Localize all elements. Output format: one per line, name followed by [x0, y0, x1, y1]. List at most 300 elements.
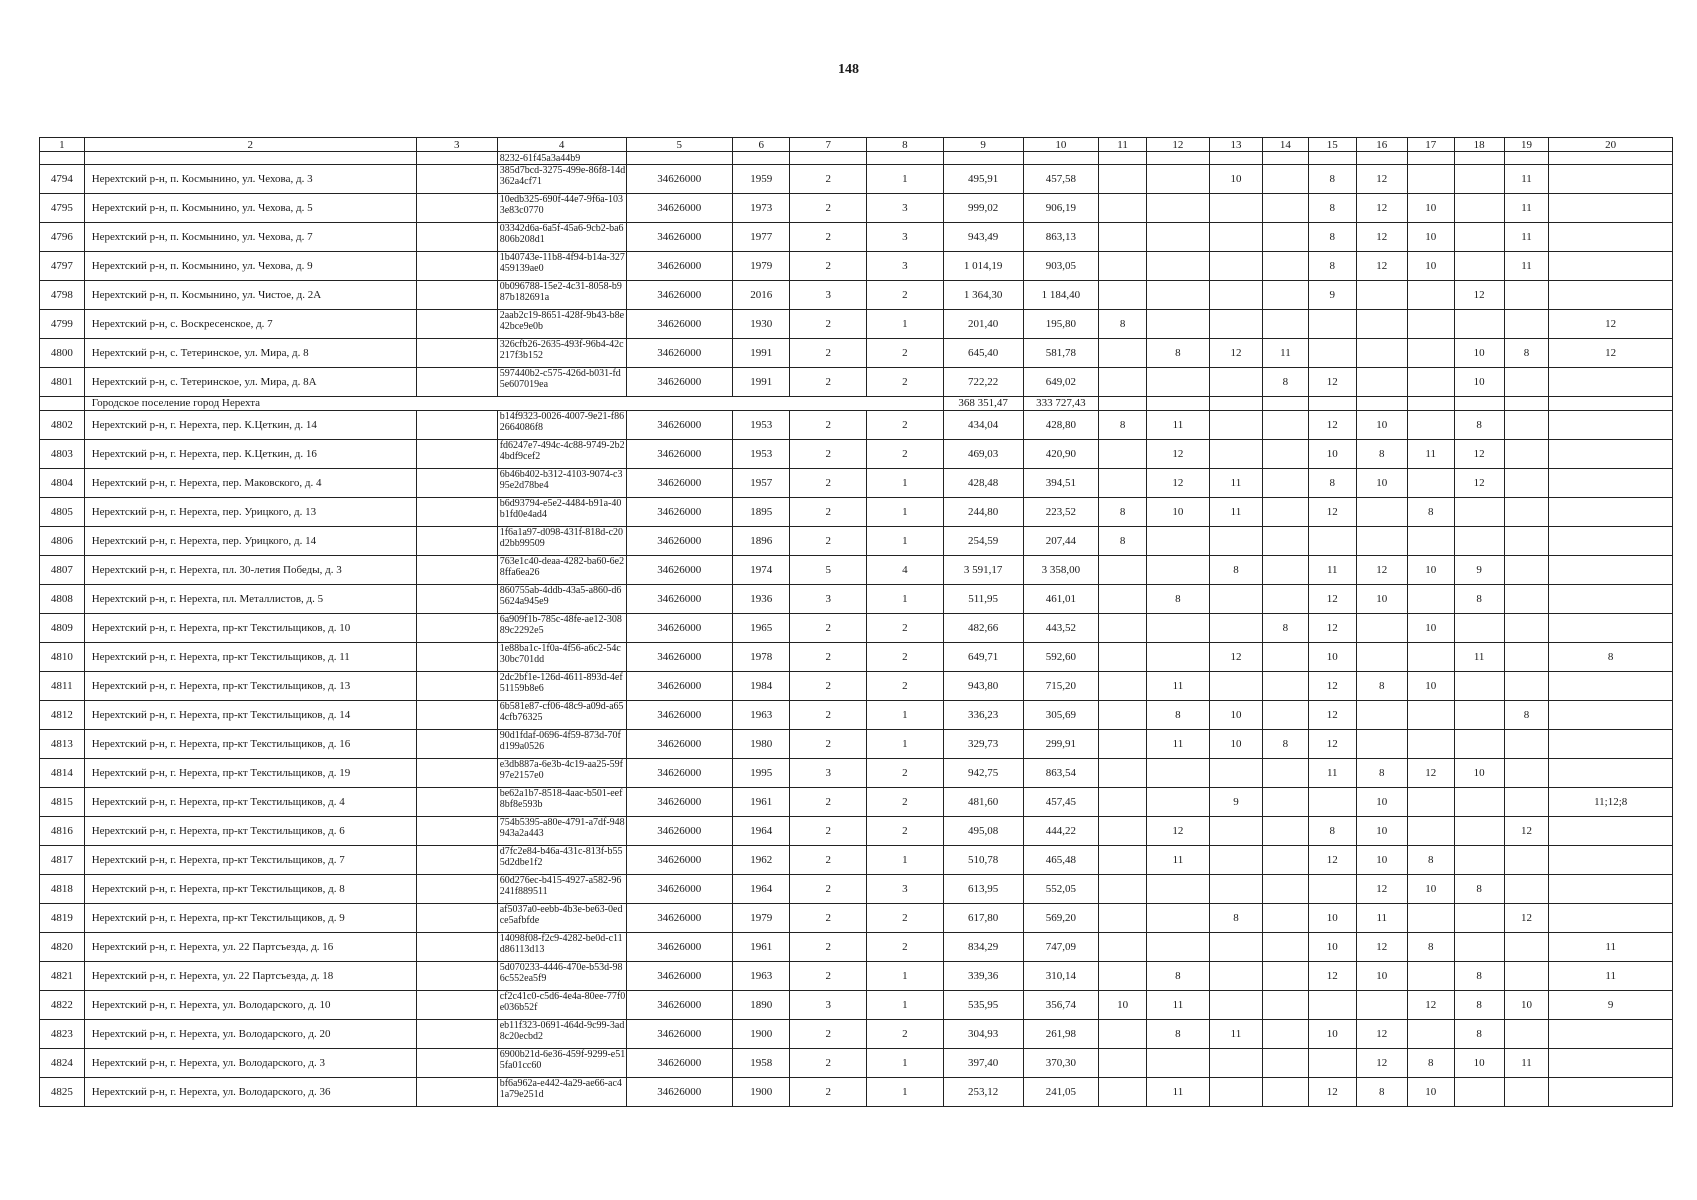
col-15: 12 [1308, 411, 1356, 440]
col-18 [1454, 730, 1504, 759]
house-guid: 763e1c40-deaa-4282-ba60-6e28ffa6ea26 [497, 556, 626, 585]
col-11 [1099, 165, 1147, 194]
col-19 [1504, 498, 1549, 527]
table-row [40, 368, 1673, 397]
group-total-area: 368 351,47 [943, 397, 1023, 411]
record-number: 4820 [40, 933, 85, 962]
col-17: 12 [1407, 991, 1454, 1020]
floors: 2 [790, 310, 867, 339]
build-year: 1974 [732, 556, 789, 585]
record-number: 4808 [40, 585, 85, 614]
col-18 [1454, 701, 1504, 730]
col-11 [1099, 759, 1147, 788]
house-guid: 385d7bcd-3275-499e-86f8-14d362a4cf71 [497, 165, 626, 194]
col-15: 8 [1308, 817, 1356, 846]
col-16: 12 [1356, 933, 1407, 962]
col-14 [1263, 875, 1309, 904]
col-13: 11 [1209, 469, 1262, 498]
entrances: 1 [867, 310, 944, 339]
record-number: 4815 [40, 788, 85, 817]
col-18 [1454, 614, 1504, 643]
col-11 [1099, 223, 1147, 252]
col-13 [1209, 991, 1262, 1020]
entrances: 1 [867, 701, 944, 730]
oktmo-code: 34626000 [626, 1049, 732, 1078]
record-number: 4812 [40, 701, 85, 730]
column-number-17: 17 [1407, 138, 1454, 152]
col-18: 8 [1454, 962, 1504, 991]
column-number-9: 9 [943, 138, 1023, 152]
col-14 [1263, 1078, 1309, 1107]
col-20 [1549, 1049, 1673, 1078]
col-12: 12 [1147, 469, 1210, 498]
entrances: 2 [867, 817, 944, 846]
build-year: 1900 [732, 1078, 789, 1107]
col-20 [1549, 585, 1673, 614]
empty-cell [416, 411, 497, 440]
empty-cell [1356, 397, 1407, 411]
build-year: 1958 [732, 1049, 789, 1078]
col-16: 8 [1356, 440, 1407, 469]
oktmo-code: 34626000 [626, 672, 732, 701]
col-11 [1099, 643, 1147, 672]
table-row [40, 469, 1673, 498]
house-guid: 2dc2bf1e-126d-4611-893d-4ef51159b8e6 [497, 672, 626, 701]
empty-cell [732, 152, 789, 165]
table-row [40, 788, 1673, 817]
house-guid: 1e88ba1c-1f0a-4f56-a6c2-54c30bc701dd [497, 643, 626, 672]
empty-cell [1147, 397, 1210, 411]
column-number-19: 19 [1504, 138, 1549, 152]
build-year: 1979 [732, 252, 789, 281]
floors: 2 [790, 730, 867, 759]
table-row [40, 846, 1673, 875]
oktmo-code: 34626000 [626, 962, 732, 991]
floors: 2 [790, 411, 867, 440]
col-13 [1209, 817, 1262, 846]
col-20 [1549, 730, 1673, 759]
col-12: 11 [1147, 1078, 1210, 1107]
col-12: 8 [1147, 585, 1210, 614]
table-row [40, 759, 1673, 788]
empty-cell [1454, 152, 1504, 165]
group-living-area: 333 727,43 [1023, 397, 1099, 411]
living-area: 592,60 [1023, 643, 1099, 672]
col-16: 10 [1356, 846, 1407, 875]
address: Нерехтский р-н, г. Нерехта, пр-кт Текстильщиков, д. 13 [84, 672, 416, 701]
empty-cell [416, 527, 497, 556]
col-12 [1147, 1049, 1210, 1078]
col-19: 11 [1504, 1049, 1549, 1078]
total-area: 481,60 [943, 788, 1023, 817]
address: Нерехтский р-н, п. Космынино, ул. Чехова, д. 3 [84, 165, 416, 194]
table-row [40, 962, 1673, 991]
col-17 [1407, 904, 1454, 933]
floors: 2 [790, 1049, 867, 1078]
house-guid: cf2c41c0-c5d6-4e4a-80ee-77f0e036b52f [497, 991, 626, 1020]
floors: 3 [790, 991, 867, 1020]
empty-cell [1023, 152, 1099, 165]
table-row [40, 1049, 1673, 1078]
col-14 [1263, 991, 1309, 1020]
empty-cell [416, 817, 497, 846]
total-area: 649,71 [943, 643, 1023, 672]
entrances: 2 [867, 614, 944, 643]
record-number: 4821 [40, 962, 85, 991]
total-area: 613,95 [943, 875, 1023, 904]
col-12: 11 [1147, 730, 1210, 759]
empty-cell [416, 1078, 497, 1107]
col-17 [1407, 411, 1454, 440]
house-guid: 5d070233-4446-470e-b53d-986c552ea5f9 [497, 962, 626, 991]
living-area: 863,13 [1023, 223, 1099, 252]
oktmo-code: 34626000 [626, 469, 732, 498]
col-20: 12 [1549, 310, 1673, 339]
col-18 [1454, 165, 1504, 194]
col-11 [1099, 846, 1147, 875]
record-number: 4799 [40, 310, 85, 339]
oktmo-code: 34626000 [626, 875, 732, 904]
col-16 [1356, 730, 1407, 759]
living-area: 443,52 [1023, 614, 1099, 643]
empty-cell [416, 846, 497, 875]
col-12 [1147, 310, 1210, 339]
record-number: 4825 [40, 1078, 85, 1107]
col-18: 11 [1454, 643, 1504, 672]
empty-cell [1209, 152, 1262, 165]
col-13 [1209, 194, 1262, 223]
col-14 [1263, 759, 1309, 788]
col-14 [1263, 310, 1309, 339]
table-row [40, 817, 1673, 846]
col-11 [1099, 1020, 1147, 1049]
table-row [40, 585, 1673, 614]
address: Нерехтский р-н, г. Нерехта, пр-кт Текстильщиков, д. 6 [84, 817, 416, 846]
column-number-18: 18 [1454, 138, 1504, 152]
col-18: 8 [1454, 875, 1504, 904]
empty-cell [626, 152, 732, 165]
col-14 [1263, 933, 1309, 962]
table-row [40, 440, 1673, 469]
col-15: 10 [1308, 904, 1356, 933]
total-area: 482,66 [943, 614, 1023, 643]
address: Нерехтский р-н, г. Нерехта, пер. К.Цеткин, д. 16 [84, 440, 416, 469]
floors: 2 [790, 672, 867, 701]
empty-cell [416, 933, 497, 962]
living-area: 581,78 [1023, 339, 1099, 368]
col-15: 10 [1308, 440, 1356, 469]
col-17: 10 [1407, 556, 1454, 585]
address: Нерехтский р-н, г. Нерехта, ул. Володарского, д. 36 [84, 1078, 416, 1107]
col-12 [1147, 643, 1210, 672]
column-number-11: 11 [1099, 138, 1147, 152]
col-14 [1263, 962, 1309, 991]
col-14 [1263, 411, 1309, 440]
living-area: 444,22 [1023, 817, 1099, 846]
entrances: 3 [867, 252, 944, 281]
build-year: 1953 [732, 411, 789, 440]
col-17 [1407, 310, 1454, 339]
col-12 [1147, 165, 1210, 194]
col-15: 12 [1308, 730, 1356, 759]
build-year: 1930 [732, 310, 789, 339]
total-area: 617,80 [943, 904, 1023, 933]
total-area: 254,59 [943, 527, 1023, 556]
floors: 2 [790, 339, 867, 368]
col-15 [1308, 875, 1356, 904]
col-12 [1147, 904, 1210, 933]
empty-cell [1504, 152, 1549, 165]
col-11 [1099, 614, 1147, 643]
total-area: 999,02 [943, 194, 1023, 223]
house-guid: eb11f323-0691-464d-9c99-3ad8c20ecbd2 [497, 1020, 626, 1049]
entrances: 2 [867, 440, 944, 469]
build-year: 1890 [732, 991, 789, 1020]
col-17 [1407, 339, 1454, 368]
col-15: 12 [1308, 585, 1356, 614]
col-17: 8 [1407, 933, 1454, 962]
empty-cell [416, 152, 497, 165]
col-15: 10 [1308, 643, 1356, 672]
col-15 [1308, 527, 1356, 556]
build-year: 1953 [732, 440, 789, 469]
living-area: 1 184,40 [1023, 281, 1099, 310]
col-19 [1504, 469, 1549, 498]
house-guid: b14f9323-0026-4007-9e21-f862664086f8 [497, 411, 626, 440]
build-year: 1961 [732, 788, 789, 817]
continuation-row [40, 152, 1673, 165]
col-19 [1504, 643, 1549, 672]
oktmo-code: 34626000 [626, 1020, 732, 1049]
col-20 [1549, 194, 1673, 223]
col-18: 8 [1454, 411, 1504, 440]
house-guid: 6b46b402-b312-4103-9074-c395e2d78be4 [497, 469, 626, 498]
address: Нерехтский р-н, с. Тетеринское, ул. Мира, д. 8А [84, 368, 416, 397]
col-11 [1099, 1049, 1147, 1078]
empty-cell [416, 1020, 497, 1049]
col-16 [1356, 281, 1407, 310]
col-19 [1504, 281, 1549, 310]
col-12 [1147, 194, 1210, 223]
floors: 2 [790, 252, 867, 281]
record-number: 4800 [40, 339, 85, 368]
table-row [40, 339, 1673, 368]
col-16 [1356, 527, 1407, 556]
col-13: 9 [1209, 788, 1262, 817]
col-16: 10 [1356, 585, 1407, 614]
col-18: 12 [1454, 281, 1504, 310]
col-15: 8 [1308, 252, 1356, 281]
record-number: 4804 [40, 469, 85, 498]
col-19: 11 [1504, 252, 1549, 281]
col-20 [1549, 1078, 1673, 1107]
address: Нерехтский р-н, г. Нерехта, пр-кт Текстильщиков, д. 16 [84, 730, 416, 759]
floors: 2 [790, 788, 867, 817]
col-16: 12 [1356, 1020, 1407, 1049]
oktmo-code: 34626000 [626, 904, 732, 933]
col-13 [1209, 614, 1262, 643]
total-area: 397,40 [943, 1049, 1023, 1078]
table-row [40, 991, 1673, 1020]
floors: 2 [790, 933, 867, 962]
col-11 [1099, 701, 1147, 730]
col-19 [1504, 788, 1549, 817]
col-13 [1209, 310, 1262, 339]
col-20: 11;12;8 [1549, 788, 1673, 817]
build-year: 1961 [732, 933, 789, 962]
col-11 [1099, 817, 1147, 846]
table-row [40, 556, 1673, 585]
entrances: 3 [867, 875, 944, 904]
col-18 [1454, 904, 1504, 933]
empty-cell [40, 397, 85, 411]
entrances: 2 [867, 339, 944, 368]
address: Нерехтский р-н, г. Нерехта, ул. 22 Партсъезда, д. 18 [84, 962, 416, 991]
col-14 [1263, 194, 1309, 223]
empty-cell [1209, 397, 1262, 411]
column-number-15: 15 [1308, 138, 1356, 152]
col-12: 12 [1147, 440, 1210, 469]
col-18 [1454, 933, 1504, 962]
col-11 [1099, 252, 1147, 281]
oktmo-code: 34626000 [626, 498, 732, 527]
empty-cell [943, 152, 1023, 165]
record-number: 4816 [40, 817, 85, 846]
col-15: 12 [1308, 498, 1356, 527]
entrances: 1 [867, 962, 944, 991]
floors: 2 [790, 469, 867, 498]
col-18: 12 [1454, 469, 1504, 498]
entrances: 1 [867, 469, 944, 498]
oktmo-code: 34626000 [626, 556, 732, 585]
living-area: 457,58 [1023, 165, 1099, 194]
column-number-16: 16 [1356, 138, 1407, 152]
oktmo-code: 34626000 [626, 759, 732, 788]
build-year: 1991 [732, 339, 789, 368]
oktmo-code: 34626000 [626, 194, 732, 223]
col-20 [1549, 875, 1673, 904]
col-20 [1549, 498, 1673, 527]
oktmo-code: 34626000 [626, 339, 732, 368]
col-19: 11 [1504, 194, 1549, 223]
col-20 [1549, 527, 1673, 556]
col-19 [1504, 730, 1549, 759]
col-15: 12 [1308, 701, 1356, 730]
total-area: 201,40 [943, 310, 1023, 339]
empty-cell [1407, 397, 1454, 411]
oktmo-code: 34626000 [626, 310, 732, 339]
col-15: 11 [1308, 759, 1356, 788]
floors: 2 [790, 817, 867, 846]
col-19 [1504, 310, 1549, 339]
col-13: 11 [1209, 498, 1262, 527]
col-12: 8 [1147, 701, 1210, 730]
col-17 [1407, 165, 1454, 194]
col-16: 12 [1356, 1049, 1407, 1078]
column-number-row [40, 138, 1673, 152]
empty-cell [416, 788, 497, 817]
col-15: 10 [1308, 933, 1356, 962]
col-11 [1099, 368, 1147, 397]
total-area: 722,22 [943, 368, 1023, 397]
empty-cell [790, 152, 867, 165]
address: Нерехтский р-н, г. Нерехта, ул. Володарского, д. 20 [84, 1020, 416, 1049]
build-year: 1995 [732, 759, 789, 788]
col-11 [1099, 339, 1147, 368]
entrances: 1 [867, 498, 944, 527]
house-guid: 6a909f1b-785c-48fe-ae12-30889c2292e5 [497, 614, 626, 643]
col-20 [1549, 672, 1673, 701]
col-12 [1147, 252, 1210, 281]
floors: 2 [790, 1020, 867, 1049]
col-11 [1099, 440, 1147, 469]
entrances: 4 [867, 556, 944, 585]
build-year: 1963 [732, 701, 789, 730]
col-12 [1147, 875, 1210, 904]
col-16: 12 [1356, 875, 1407, 904]
entrances: 1 [867, 991, 944, 1020]
table-row [40, 281, 1673, 310]
col-16: 10 [1356, 469, 1407, 498]
record-number: 4822 [40, 991, 85, 1020]
col-13 [1209, 223, 1262, 252]
col-13: 10 [1209, 730, 1262, 759]
entrances: 1 [867, 585, 944, 614]
house-guid: 597440b2-c575-426d-b031-fd5e607019ea [497, 368, 626, 397]
record-number: 4798 [40, 281, 85, 310]
record-number: 4811 [40, 672, 85, 701]
empty-cell [1549, 397, 1673, 411]
address: Нерехтский р-н, г. Нерехта, пер. Маковского, д. 4 [84, 469, 416, 498]
col-14 [1263, 281, 1309, 310]
col-15: 8 [1308, 223, 1356, 252]
col-20 [1549, 556, 1673, 585]
build-year: 1964 [732, 875, 789, 904]
col-19 [1504, 440, 1549, 469]
empty-cell [1549, 152, 1673, 165]
col-19: 11 [1504, 165, 1549, 194]
oktmo-code: 34626000 [626, 614, 732, 643]
house-guid: 326cfb26-2635-493f-96b4-42c217f3b152 [497, 339, 626, 368]
house-guid: e3db887a-6e3b-4c19-aa25-59f97e2157e0 [497, 759, 626, 788]
empty-cell [416, 701, 497, 730]
col-12 [1147, 223, 1210, 252]
col-20: 11 [1549, 962, 1673, 991]
col-15: 12 [1308, 614, 1356, 643]
column-number-1: 1 [40, 138, 85, 152]
empty-cell [416, 672, 497, 701]
total-area: 336,23 [943, 701, 1023, 730]
living-area: 569,20 [1023, 904, 1099, 933]
floors: 2 [790, 701, 867, 730]
living-area: 461,01 [1023, 585, 1099, 614]
address: Нерехтский р-н, г. Нерехта, пр-кт Текстильщиков, д. 9 [84, 904, 416, 933]
col-15 [1308, 991, 1356, 1020]
total-area: 511,95 [943, 585, 1023, 614]
col-13 [1209, 585, 1262, 614]
col-14 [1263, 440, 1309, 469]
col-17 [1407, 368, 1454, 397]
oktmo-code: 34626000 [626, 730, 732, 759]
col-16: 10 [1356, 411, 1407, 440]
col-17: 8 [1407, 846, 1454, 875]
living-area: 207,44 [1023, 527, 1099, 556]
col-13: 10 [1209, 165, 1262, 194]
record-number: 4814 [40, 759, 85, 788]
col-13 [1209, 527, 1262, 556]
col-16 [1356, 991, 1407, 1020]
col-19 [1504, 875, 1549, 904]
